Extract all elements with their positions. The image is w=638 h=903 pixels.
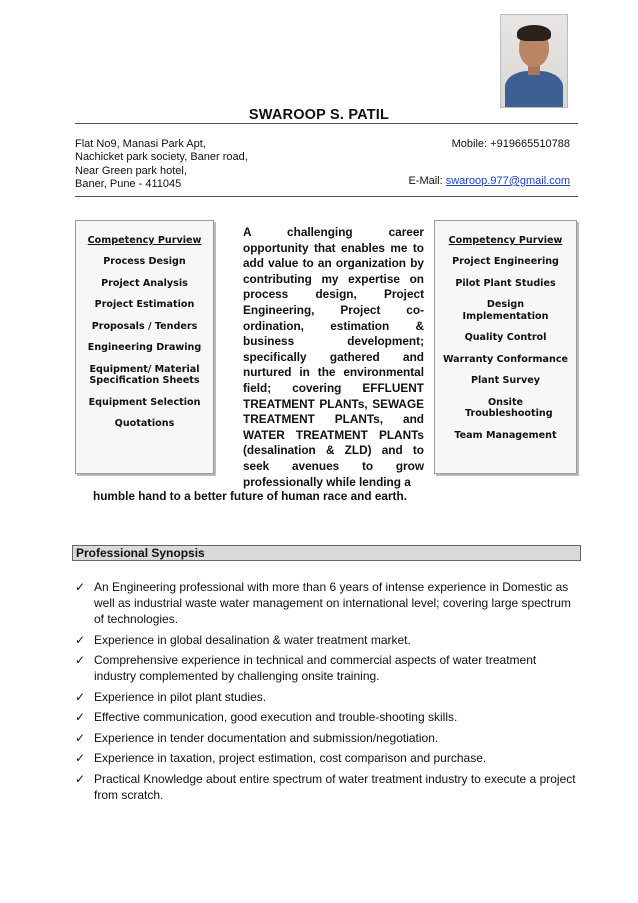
checkmark-icon: ✓ bbox=[75, 653, 86, 667]
competency-item: Quality Control bbox=[464, 332, 547, 343]
competency-item: Warranty Conformance bbox=[442, 353, 569, 365]
competency-item: Project Estimation bbox=[94, 299, 195, 310]
list-item bbox=[75, 750, 578, 766]
competency-item: Onsite Troubleshooting bbox=[465, 396, 553, 419]
list-item bbox=[75, 652, 578, 684]
competency-item: Proposals / Tenders bbox=[91, 320, 198, 332]
competency-item: Pilot Plant Studies bbox=[455, 277, 556, 289]
header-rule-top bbox=[75, 123, 578, 124]
checkmark-icon: ✓ bbox=[75, 751, 86, 765]
list-item-text: An Engineering professional with more than 6 years of intense experience in Domestic as well as industrial waste water management on international level; covering large spectrum of technologies. bbox=[94, 580, 571, 626]
list-item bbox=[75, 730, 578, 746]
competency-item: Plant Survey bbox=[470, 375, 541, 386]
list-item-text: Experience in global desalination & water treatment market. bbox=[94, 632, 411, 647]
checkmark-icon: ✓ bbox=[75, 580, 86, 594]
email-link[interactable]: swaroop.977@gmail.com bbox=[445, 175, 570, 187]
list-item bbox=[75, 709, 578, 725]
list-item-text: Effective communication, good execution and trouble-shooting skills. bbox=[94, 710, 458, 724]
photo-hair bbox=[517, 25, 551, 41]
list-item-text: Comprehensive experience in technical and commercial aspects of water treatment industry complemented by challenging onsite training. bbox=[94, 653, 537, 683]
list-item-text: Experience in tender documentation and submission/negotiation. bbox=[94, 730, 439, 745]
competency-item: Engineering Drawing bbox=[87, 342, 202, 353]
competency-item: Design Implementation bbox=[462, 299, 549, 322]
checkmark-icon: ✓ bbox=[75, 730, 86, 745]
competency-box-left bbox=[75, 220, 214, 474]
address-block bbox=[75, 138, 248, 191]
checkmark-icon: ✓ bbox=[75, 632, 86, 647]
competency-item: Project Engineering bbox=[452, 256, 559, 267]
competency-item: Process Design bbox=[103, 256, 186, 267]
list-item bbox=[75, 632, 578, 648]
email-label: E-Mail: bbox=[408, 175, 446, 187]
competency-item: Project Analysis bbox=[101, 277, 188, 289]
photo-shirt bbox=[505, 71, 563, 108]
competency-item: Equipment Selection bbox=[88, 396, 201, 408]
header-rule-bottom bbox=[75, 196, 578, 197]
list-item bbox=[75, 579, 578, 627]
checkmark-icon: ✓ bbox=[75, 689, 86, 704]
candidate-name: SWAROOP S. PATIL bbox=[248, 107, 390, 123]
competency-box-right bbox=[434, 220, 577, 474]
address-line: Nachicket park society, Baner road, bbox=[75, 151, 248, 164]
competency-title: Competency Purview bbox=[448, 235, 563, 246]
address-line: Flat No9, Manasi Park Apt, bbox=[75, 138, 206, 150]
checkmark-icon: ✓ bbox=[75, 710, 86, 724]
career-objective-ending: humble hand to a better future of human race and earth. bbox=[93, 489, 407, 503]
list-item-text: Practical Knowledge about entire spectrum of water treatment industry to execute a project from scratch. bbox=[94, 771, 576, 802]
email-line bbox=[408, 175, 570, 187]
competency-item: Equipment/ Material Specification Sheets bbox=[89, 363, 200, 386]
competency-item: Team Management bbox=[454, 429, 557, 441]
competency-title: Competency Purview bbox=[87, 235, 202, 246]
section-heading-synopsis: Professional Synopsis bbox=[72, 545, 581, 561]
checkmark-icon: ✓ bbox=[75, 771, 86, 786]
list-item-text: Experience in pilot plant studies. bbox=[94, 689, 267, 704]
profile-photo bbox=[500, 14, 568, 108]
career-objective: A challenging career opportunity that enables me to add value to an organization by contributing my expertise on process design, Project Engineering, Project co-ordination, estimation & business development; specifically gathered and nurtured in the environmental field; covering EFFLUENT TREATMENT PLANTs, SEWAGE TREATMENT PLANTs, and WATER TREATMENT PLANTs (desalination & ZLD) and to seek avenues to grow professionally while lending a bbox=[243, 225, 424, 489]
list-item-text: Experience in taxation, project estimation, cost comparison and purchase. bbox=[94, 751, 487, 765]
address-line: Near Green park hotel, bbox=[75, 164, 187, 177]
address-line: Baner, Pune - 411045 bbox=[75, 177, 182, 190]
list-item bbox=[75, 771, 578, 803]
competency-item: Quotations bbox=[114, 418, 175, 429]
synopsis-list bbox=[75, 579, 578, 807]
mobile-number: Mobile: +919665510788 bbox=[451, 138, 570, 150]
list-item bbox=[75, 689, 578, 705]
